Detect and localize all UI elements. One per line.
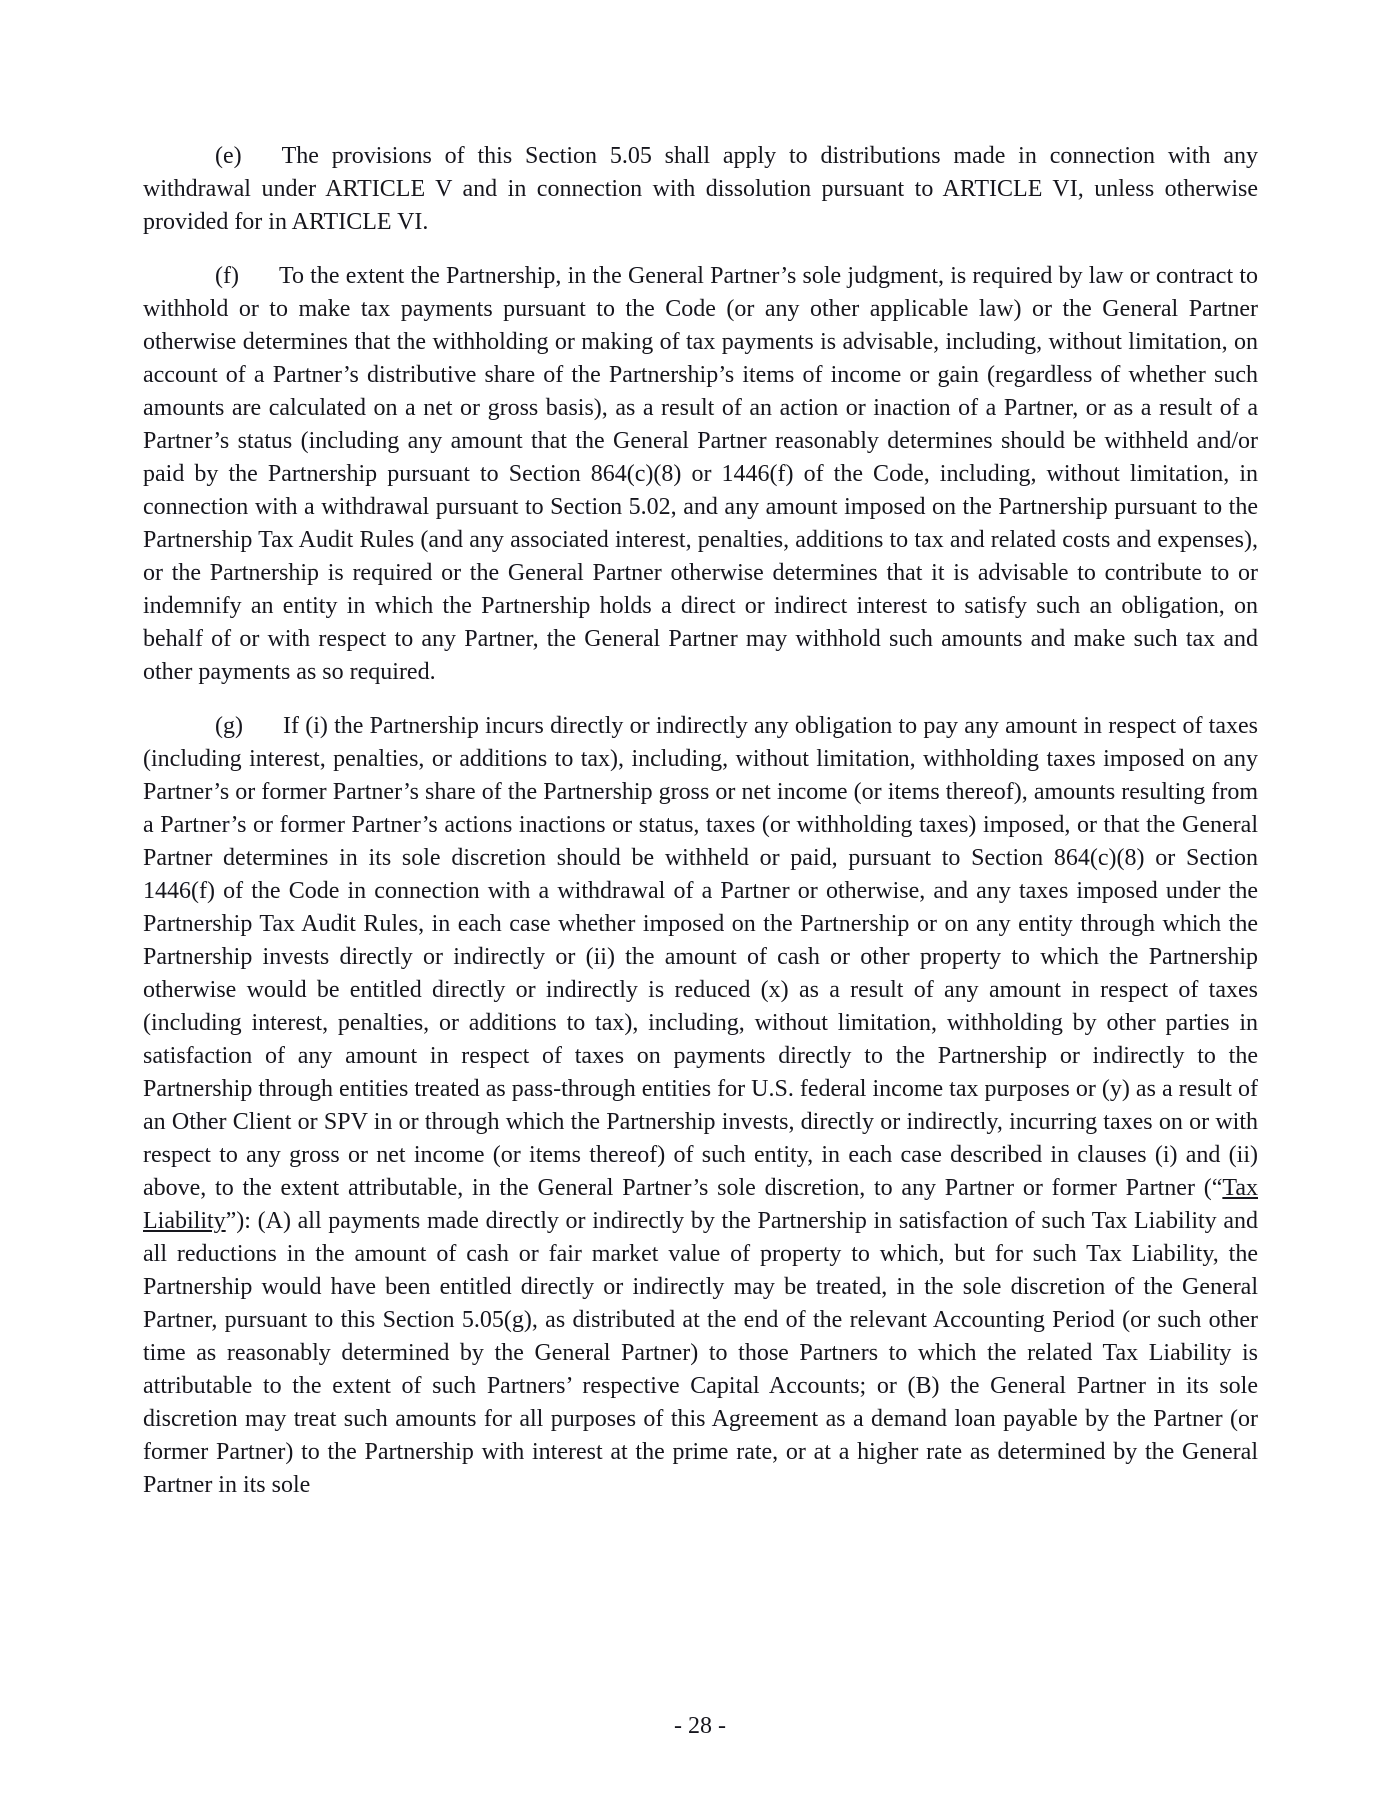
paragraph-g-label: (g) xyxy=(215,713,243,739)
paragraph-e xyxy=(143,140,1258,239)
document-body xyxy=(143,140,1258,1502)
page-number: - 28 - xyxy=(674,1713,726,1739)
paragraph-g xyxy=(143,710,1258,1502)
paragraph-f xyxy=(143,260,1258,689)
paragraph-g-text-before: If (i) the Partnership incurs directly or indirectly any obligation to pay any amount in respect of taxes (including interest, penalties, or additions to tax), including, without limitation, withholding taxes imposed on any Partner’s or former Partner’s share of the Partnership gross or net income (or items thereof), amounts resulting from a Partner’s or former Partner’s actions inactions or status, taxes (or withholding taxes) imposed, or that the General Partner determines in its sole discretion should be withheld or paid, pursuant to Section 864(c)(8) or Section 1446(f) of the Code in connection with a withdrawal of a Partner or otherwise, and any taxes imposed under the Partnership Tax Audit Rules, in each case whether imposed on the Partnership or on any entity through which the Partnership invests directly or indirectly or (ii) the amount of cash or other property to which the Partnership otherwise would be entitled directly or indirectly is reduced (x) as a result of any amount in respect of taxes (including interest, penalties, or additions to tax), including, without limitation, withholding by other parties in satisfaction of any amount in respect of taxes on payments directly to the Partnership or indirectly to the Partnership through entities treated as pass-through entities for U.S. federal income tax purposes or (y) as a result of an Other Client or SPV in or through which the Partnership invests, directly or indirectly, incurring taxes on or with respect to any gross or net income (or items thereof) of such entity, in each case described in clauses (i) and (ii) above, to the extent attributable, in the General Partner’s sole discretion, to any Partner or former Partner (“ xyxy=(143,713,1258,1201)
paragraph-e-text: The provisions of this Section 5.05 shall apply to distributions made in connection with any withdrawal under ARTICLE V and in connection with dissolution pursuant to ARTICLE VI, unless otherwise provided for in ARTICLE VI. xyxy=(143,143,1258,235)
paragraph-f-text: To the extent the Partnership, in the General Partner’s sole judgment, is required by law or contract to withhold or to make tax payments pursuant to the Code (or any other applicable law) or the General Partner otherwise determines that the withholding or making of tax payments is advisable, including, without limitation, on account of a Partner’s distributive share of the Partnership’s items of income or gain (regardless of whether such amounts are calculated on a net or gross basis), as a result of an action or inaction of a Partner, or as a result of a Partner’s status (including any amount that the General Partner reasonably determines should be withheld and/or paid by the Partnership pursuant to Section 864(c)(8) or 1446(f) of the Code, including, without limitation, in connection with a withdrawal pursuant to Section 5.02, and any amount imposed on the Partnership pursuant to the Partnership Tax Audit Rules (and any associated interest, penalties, additions to tax and related costs and expenses), or the Partnership is required or the General Partner otherwise determines that it is advisable to contribute to or indemnify an entity in which the Partnership holds a direct or indirect interest to satisfy such an obligation, on behalf of or with respect to any Partner, the General Partner may withhold such amounts and make such tax and other payments as so required. xyxy=(143,263,1258,685)
paragraph-g-text-after: ”): (A) all payments made directly or indirectly by the Partnership in satisfaction of such Tax Liability and all reductions in the amount of cash or fair market value of property to which, but for such Tax Liability, the Partnership would have been entitled directly or indirectly may be treated, in the sole discretion of the General Partner, pursuant to this Section 5.05(g), as distributed at the end of the relevant Accounting Period (or such other time as reasonably determined by the General Partner) to those Partners to which the related Tax Liability is attributable to the extent of such Partners’ respective Capital Accounts; or (B) the General Partner in its sole discretion may treat such amounts for all purposes of this Agreement as a demand loan payable by the Partner (or former Partner) to the Partnership with interest at the prime rate, or at a higher rate as determined by the General Partner in its sole xyxy=(143,1208,1258,1498)
paragraph-f-label: (f) xyxy=(215,263,239,289)
defined-term-tax-liability: Tax Liability xyxy=(143,1175,1258,1234)
paragraph-e-label: (e) xyxy=(215,143,242,169)
